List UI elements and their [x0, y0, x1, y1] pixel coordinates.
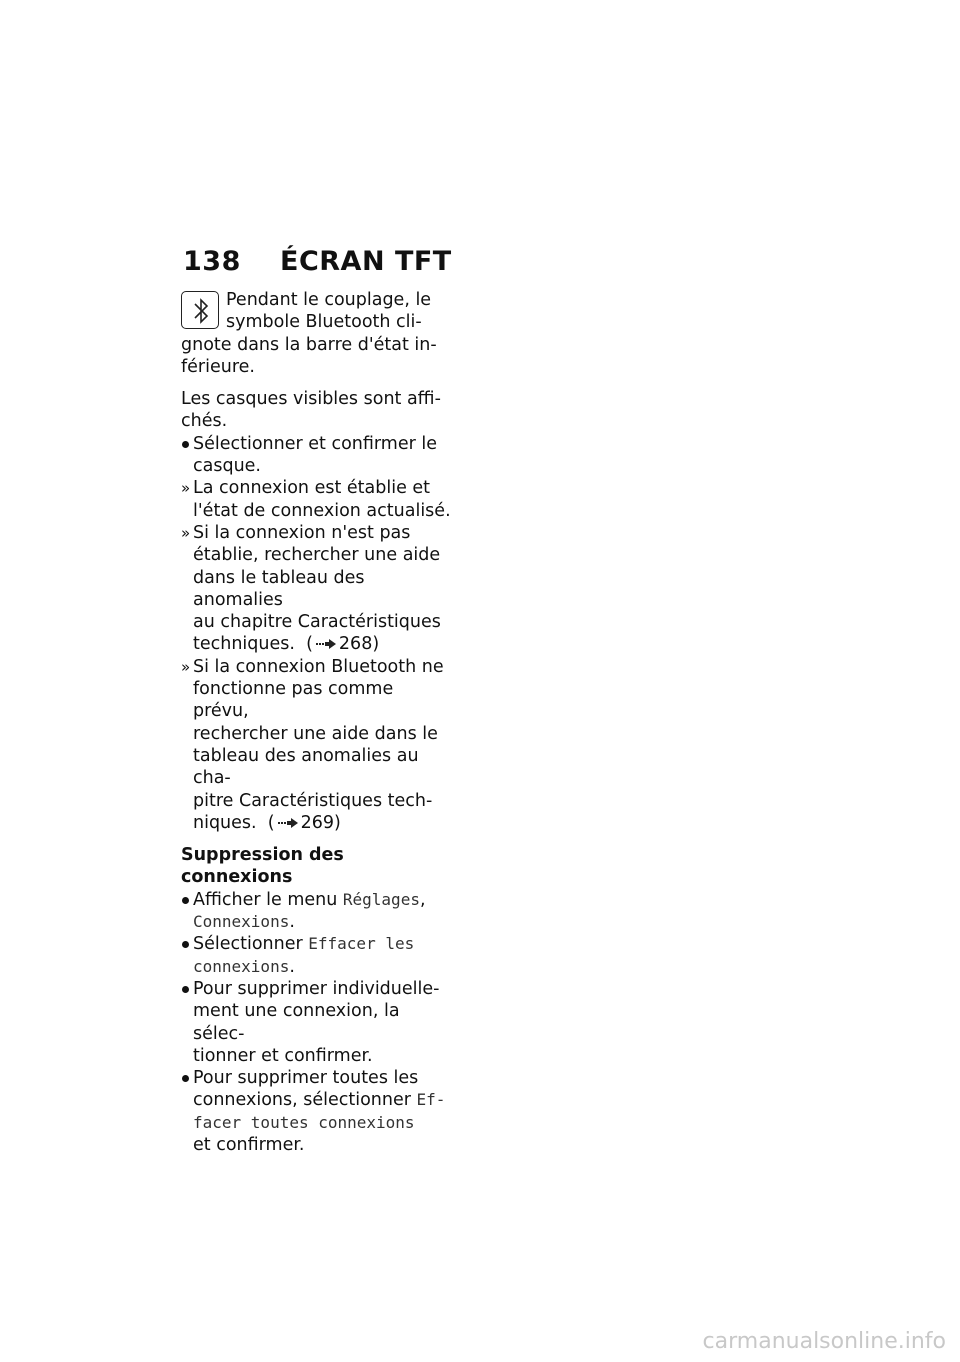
- result-connected: [181, 477, 453, 522]
- step-line: Sélectionner et confirmer le: [193, 433, 437, 454]
- step-text: ,: [419, 889, 426, 910]
- step-text: Sélectionner: [193, 934, 309, 955]
- step-text: niques.: [193, 812, 257, 833]
- step-select-headset: [181, 433, 453, 478]
- step-text: .: [289, 912, 295, 933]
- step-line: La connexion est établie et: [193, 478, 431, 499]
- page-content: [181, 289, 453, 1156]
- step-line: [193, 1089, 453, 1111]
- step-line: pitre Caractéristiques tech-: [193, 790, 433, 811]
- step-line: et confirmer.: [193, 1134, 305, 1155]
- result-arrow-icon: »: [181, 479, 191, 498]
- section-title: Suppression des connexions: [181, 845, 344, 888]
- step-line: au chapitre Caractéristiques: [193, 612, 441, 633]
- step-line: Pour supprimer individuelle-: [193, 978, 440, 999]
- bullet-icon: [182, 897, 189, 904]
- page-reference[interactable]: 269): [300, 812, 341, 833]
- step-delete-single: [181, 978, 453, 1067]
- menu-path: Connexions: [193, 912, 290, 932]
- step-text: techniques.: [193, 634, 295, 655]
- bluetooth-icon: [181, 291, 219, 329]
- step-line: [193, 911, 453, 933]
- intro-line: Pendant le couplage, le: [226, 290, 432, 310]
- paragraph-line: Les casques visibles sont affi-: [181, 389, 441, 410]
- watermark: carmanualsonline.info: [702, 1329, 946, 1354]
- intro-line: férieure.: [181, 356, 255, 377]
- menu-item: Effacer les: [308, 934, 415, 954]
- result-bluetooth-issue: [181, 656, 453, 834]
- page-reference[interactable]: 268): [338, 634, 380, 655]
- step-line: fonctionne pas comme prévu,: [193, 679, 394, 722]
- ref-open: (: [267, 812, 275, 833]
- menu-item: facer toutes connexions: [193, 1112, 415, 1132]
- bullet-icon: [182, 441, 189, 448]
- step-line: établie, rechercher une aide: [193, 545, 441, 566]
- menu-item: connexions: [193, 956, 290, 976]
- step-line: Pour supprimer toutes les: [193, 1068, 419, 1089]
- bullet-icon: [182, 986, 189, 993]
- intro-line: symbole Bluetooth cli-: [226, 312, 422, 333]
- intro-line: gnote dans la barre d'état in-: [181, 334, 437, 355]
- step-line: tionner et confirmer.: [193, 1045, 373, 1066]
- result-not-connected: [181, 522, 453, 656]
- step-line: [193, 1112, 453, 1134]
- step-line: casque.: [193, 456, 261, 477]
- step-text: Afficher le menu: [193, 889, 343, 910]
- step-delete-all: [181, 1067, 453, 1156]
- reference-arrow-icon: [315, 638, 337, 650]
- bullet-icon: [182, 1075, 189, 1082]
- step-delete-connections: [181, 933, 453, 978]
- result-arrow-icon: »: [181, 657, 191, 676]
- reference-arrow-icon: [277, 817, 299, 829]
- ref-open: (: [306, 634, 313, 655]
- menu-path: Réglages: [342, 889, 420, 909]
- page-title: ÉCRAN TFT: [280, 246, 452, 277]
- step-line: Si la connexion Bluetooth ne: [193, 656, 444, 677]
- step-open-settings: [181, 889, 453, 934]
- step-line: dans le tableau des anomalies: [193, 567, 365, 610]
- intro-paragraph: [181, 289, 453, 378]
- step-line: [193, 933, 453, 955]
- page-header: [183, 246, 452, 277]
- visible-headsets-paragraph: [181, 388, 453, 433]
- step-line: ment une connexion, la sélec-: [193, 1001, 400, 1044]
- page-number: 138: [183, 246, 241, 277]
- menu-item: Ef-: [416, 1090, 446, 1110]
- step-line: tableau des anomalies au cha-: [193, 745, 419, 789]
- step-line: [193, 956, 453, 978]
- step-text: connexions, sélectionner: [193, 1090, 417, 1111]
- step-line: [193, 889, 453, 911]
- step-line: rechercher une aide dans le: [193, 723, 438, 744]
- result-arrow-icon: »: [181, 523, 191, 542]
- step-line: l'état de connexion actualisé.: [193, 500, 451, 521]
- step-line: [193, 633, 453, 655]
- step-line: [193, 812, 453, 834]
- paragraph-line: chés.: [181, 411, 228, 432]
- bullet-icon: [182, 941, 189, 948]
- step-line: Si la connexion n'est pas: [193, 522, 411, 543]
- step-text: .: [289, 956, 295, 977]
